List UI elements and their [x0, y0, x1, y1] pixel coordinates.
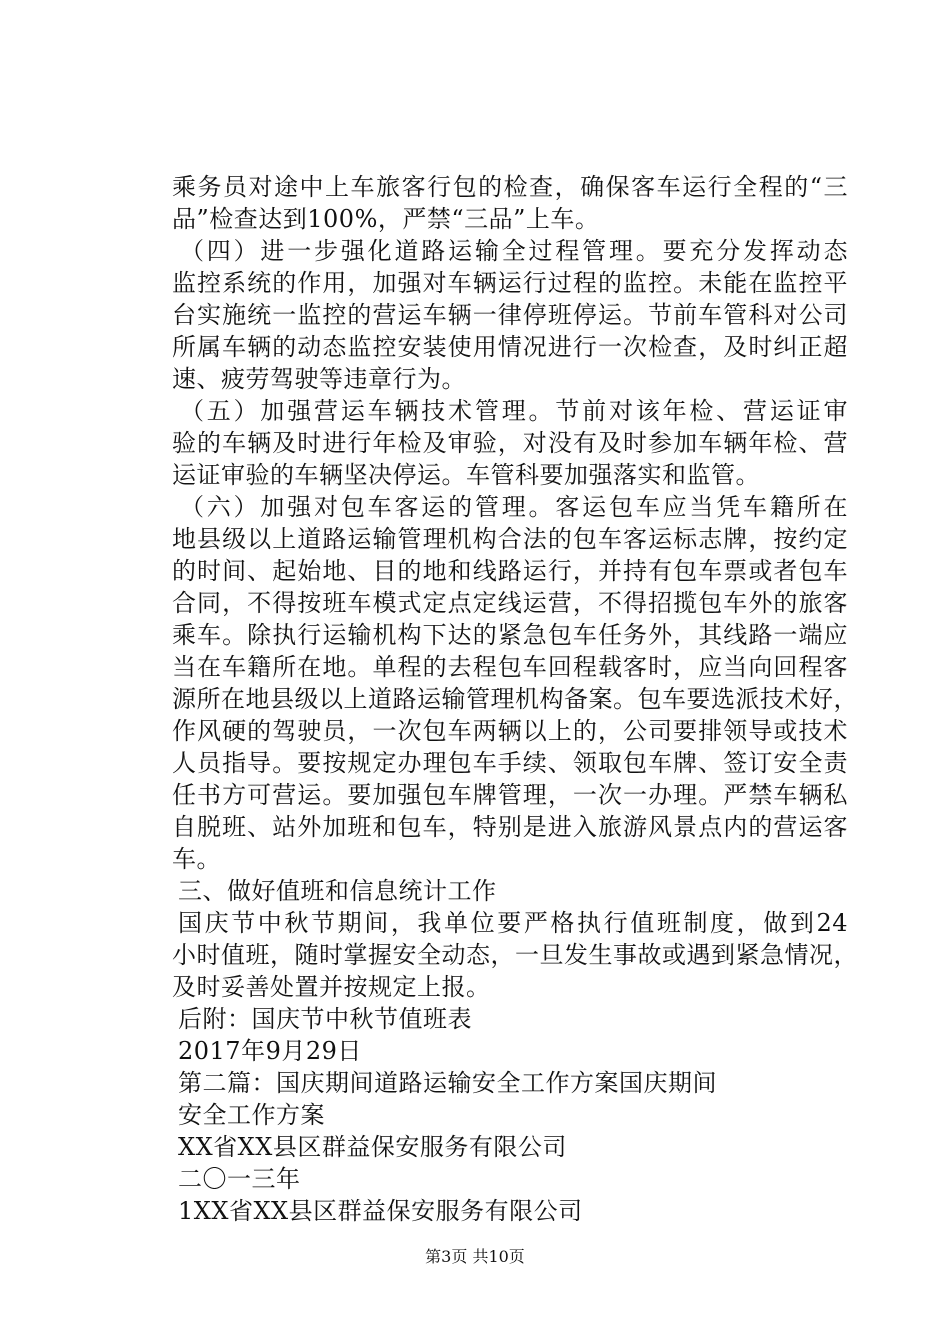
date-line: 2017年9月29日: [178, 1037, 362, 1065]
attachment-note: 后附：国庆节中秋节值班表: [178, 1005, 472, 1033]
section-heading: 三、做好值班和信息统计工作: [178, 877, 497, 905]
page-footer: [0, 1247, 950, 1267]
body-text-line: 所属车辆的动态监控安装使用情况进行一次检查，及时纠正超: [172, 333, 848, 361]
body-text-line: 乘车。除执行运输机构下达的紧急包车任务外，其线路一端应: [172, 621, 848, 649]
body-text-line: （四）进一步强化道路运输全过程管理。要充分发挥动态: [180, 237, 848, 265]
body-text-line: 任书方可营运。要加强包车牌管理，一次一办理。严禁车辆私: [172, 781, 848, 809]
body-text-line: （五）加强营运车辆技术管理。节前对该年检、营运证审: [180, 397, 848, 425]
body-text-line: 监控系统的作用，加强对车辆运行过程的监控。未能在监控平: [172, 269, 848, 297]
body-text-line: 人员指导。要按规定办理包车手续、领取包车牌、签订安全责: [172, 749, 848, 777]
company-name-repeat: 1XX省XX县区群益保安服务有限公司: [178, 1197, 583, 1225]
chapter-title: 第二篇：国庆期间道路运输安全工作方案国庆期间: [178, 1069, 717, 1097]
body-text-line: 及时妥善处置并按规定上报。: [172, 973, 491, 1001]
body-text-line: 运证审验的车辆坚决停运。车管科要加强落实和监管。: [172, 461, 760, 489]
body-text-line: 速、疲劳驾驶等违章行为。: [172, 365, 466, 393]
body-text-line: 小时值班，随时掌握安全动态，一旦发生事故或遇到紧急情况，: [172, 941, 858, 969]
body-text-line: 乘务员对途中上车旅客行包的检查，确保客车运行全程的“三: [172, 173, 848, 201]
body-text-line: （六）加强对包车客运的管理。客运包车应当凭车籍所在: [180, 493, 848, 521]
body-text-line: 国庆节中秋节期间，我单位要严格执行值班制度，做到24: [178, 909, 848, 937]
body-text-line: 验的车辆及时进行年检及审验，对没有及时参加车辆年检、营: [172, 429, 848, 457]
chapter-title-continued: 安全工作方案: [178, 1101, 325, 1129]
body-text-line: 的时间、起始地、目的地和线路运行，并持有包车票或者包车: [172, 557, 848, 585]
document-body: [172, 171, 858, 1227]
body-text-line: 合同，不得按班车模式定点定线运营，不得招揽包车外的旅客: [172, 589, 848, 617]
body-text-line: 作风硬的驾驶员，一次包车两辆以上的，公司要排领导或技术: [172, 717, 848, 745]
year-line: 二〇一三年: [178, 1165, 301, 1193]
body-text-line: 当在车籍所在地。单程的去程包车回程载客时，应当向回程客: [172, 653, 848, 681]
page-number-label: 第3页 共10页: [425, 1247, 525, 1266]
body-text-line: 车。: [172, 845, 221, 873]
body-text-line: 源所在地县级以上道路运输管理机构备案。包车要选派技术好，: [172, 685, 858, 713]
body-text-line: 自脱班、站外加班和包车，特别是进入旅游风景点内的营运客: [172, 813, 848, 841]
body-text-line: 地县级以上道路运输管理机构合法的包车客运标志牌，按约定: [172, 525, 848, 553]
company-name: XX省XX县区群益保安服务有限公司: [178, 1133, 567, 1161]
body-text-line: 品”检查达到100%，严禁“三品”上车。: [172, 205, 600, 233]
body-text-line: 台实施统一监控的营运车辆一律停班停运。节前车管科对公司: [172, 301, 848, 329]
